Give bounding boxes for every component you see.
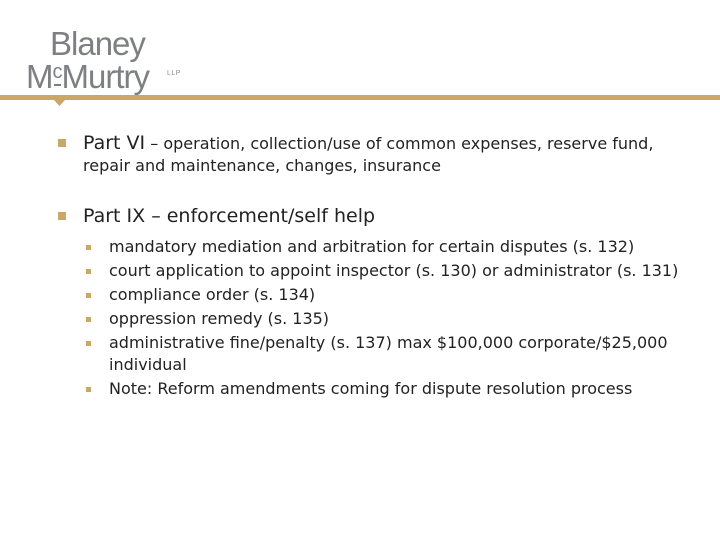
header-divider [0,95,720,100]
logo-m: M [26,58,53,95]
bullet-part-ix [58,205,698,228]
sub-bullet-inspector [83,260,679,282]
sub-bullet-text: compliance order (s. 134) [109,285,316,304]
firm-logo [26,26,196,96]
sub-bullet-note [83,378,679,400]
sub-bullet-fine [83,332,679,376]
sub-bullet-text: mandatory mediation and arbitration for certain disputes (s. 132) [109,237,635,256]
slide-content [58,132,698,402]
small-square-bullet-icon [86,317,91,322]
sub-bullet-oppression [83,308,679,330]
small-square-bullet-icon [86,293,91,298]
part-vi-description: – operation, collection/use of common expenses, reserve fund, repair and maintenance, changes, insurance [83,134,654,175]
sub-bullet-compliance [83,284,679,306]
part-ix-sub-list [58,236,698,400]
logo-murtry: Murtry [61,58,149,95]
small-square-bullet-icon [86,341,91,346]
part-ix-heading: Part IX – enforcement/self help [83,205,376,227]
sub-bullet-text: Note: Reform amendments coming for dispute resolution process [109,379,633,398]
square-bullet-icon [58,212,66,220]
part-vi-heading: Part VI [83,132,146,154]
sub-bullet-text: oppression remedy (s. 135) [109,309,330,328]
bullet-part-vi [58,132,698,177]
square-bullet-icon [58,139,66,147]
logo-small-c: c [52,61,62,83]
sub-bullet-text: court application to appoint inspector (s. 130) or administrator (s. 131) [109,261,679,280]
small-square-bullet-icon [86,387,91,392]
sub-bullet-text: administrative fine/penalty (s. 137) max $100,000 corporate/$25,000 individual [109,333,668,374]
logo-llp: LLP [167,70,181,77]
logo-text-mcmurtry [26,54,149,95]
small-square-bullet-icon [86,245,91,250]
part-vi-text [83,134,653,175]
logo-text-blaney: Blaney [50,25,145,62]
divider-tick [54,100,65,106]
small-square-bullet-icon [86,269,91,274]
sub-bullet-mediation [83,236,679,258]
